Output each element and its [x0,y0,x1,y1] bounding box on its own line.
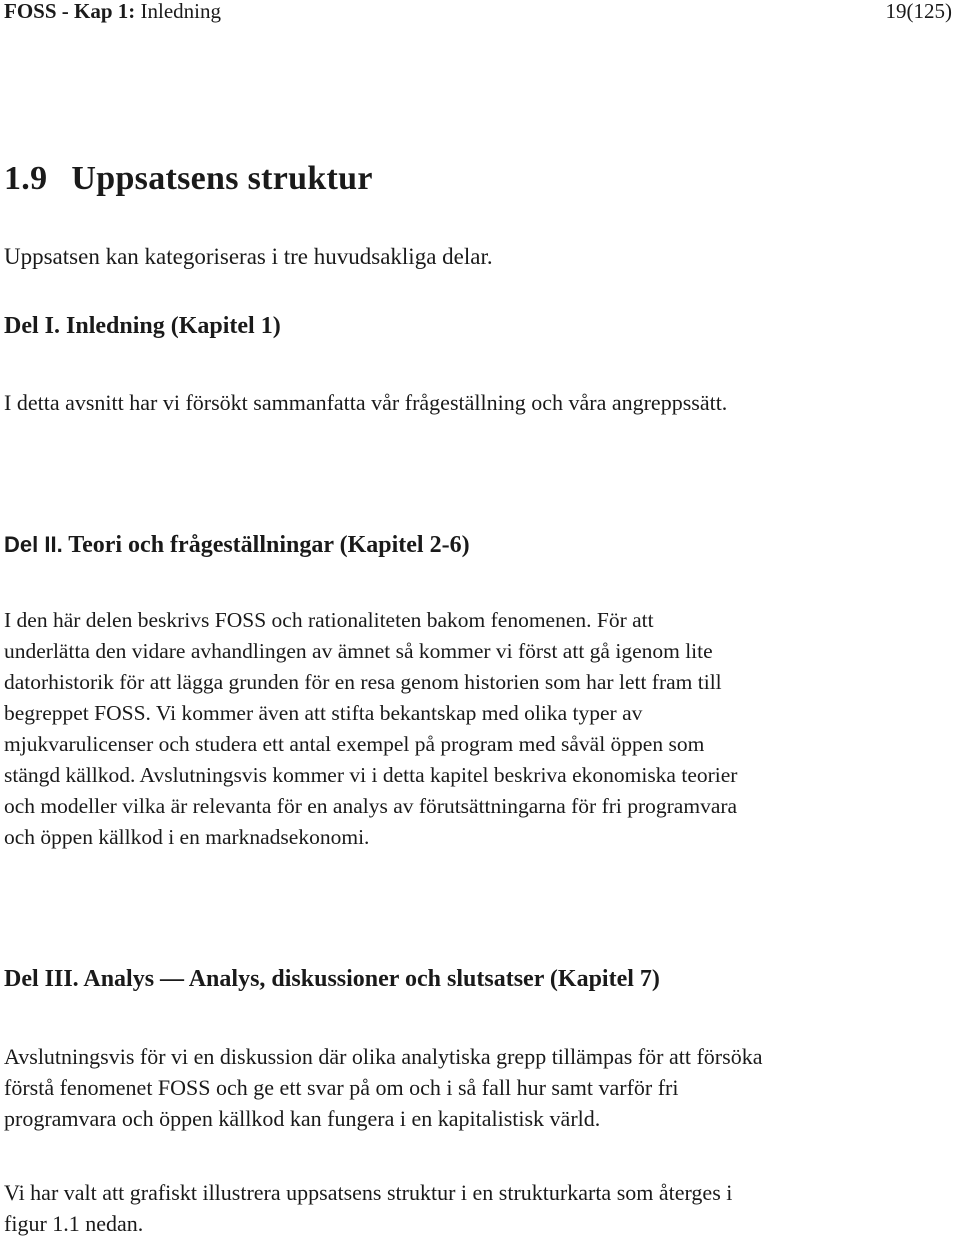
part-2-label: Del II. [4,532,63,557]
paragraph-line: Avslutningsvis för vi en diskussion där olika analytiska grepp tillämpas för att försöka [4,1044,763,1069]
paragraph-line: Vi har valt att grafiskt illustrera uppsatsens struktur i en strukturkarta som återges i [4,1180,733,1205]
paragraph-line: datorhistorik för att lägga grunden för en resa genom historien som har lett fram till [4,670,722,694]
part-2-paragraph [4,605,929,853]
paragraph-line: programvara och öppen källkod kan fungera i en kapitalistisk värld. [4,1106,601,1131]
closing-paragraph [4,1177,924,1239]
part-3-paragraph [4,1041,924,1134]
section-title: Uppsatsens struktur [71,160,373,197]
part-2-title: Teori och frågeställningar (Kapitel 2-6) [68,532,470,558]
part-1-title: Inledning (Kapitel 1) [66,313,281,339]
running-header-title [4,0,221,24]
part-3-label: Del III. [4,966,79,992]
paragraph-line: underlätta den vidare avhandlingen av ämnet så kommer vi först att gå igenom lite [4,639,713,663]
section-number: 1.9 [4,160,48,197]
header-chapter-label: FOSS - Kap 1: [4,0,136,23]
paragraph-line: figur 1.1 nedan. [4,1211,144,1236]
paragraph-line: I den här delen beskrivs FOSS och rationaliteten bakom fenomenen. För att [4,608,654,632]
part-3-heading [4,966,660,993]
part-3-title: Analys — Analys, diskussioner och slutsatser (Kapitel 7) [83,966,660,992]
part-1-label: Del I. [4,313,60,339]
paragraph-line: och öppen källkod i en marknadsekonomi. [4,825,370,849]
section-intro: Uppsatsen kan kategoriseras i tre huvudsakliga delar. [4,244,493,269]
paragraph-line: stängd källkod. Avslutningsvis kommer vi i detta kapitel beskriva ekonomiska teorier [4,763,738,787]
part-2-heading [4,532,470,559]
paragraph-line: I detta avsnitt har vi försökt sammanfatta vår frågeställning och våra angreppssätt. [4,390,728,415]
section-heading [4,160,373,198]
paragraph-line: förstå fenomenet FOSS och ge ett svar på om och i så fall hur samt varför fri [4,1075,679,1100]
paragraph-line: begreppet FOSS. Vi kommer även att stifta bekantskap med olika typer av [4,701,643,725]
paragraph-line: mjukvarulicenser och studera ett antal exempel på program med såväl öppen som [4,732,705,756]
part-1-paragraph [4,387,924,418]
page-number: 19(125) [885,0,952,23]
paragraph-line: och modeller vilka är relevanta för en analys av förutsättningarna för fri programvara [4,794,738,818]
part-1-heading [4,313,281,340]
header-chapter-title: Inledning [140,0,222,23]
